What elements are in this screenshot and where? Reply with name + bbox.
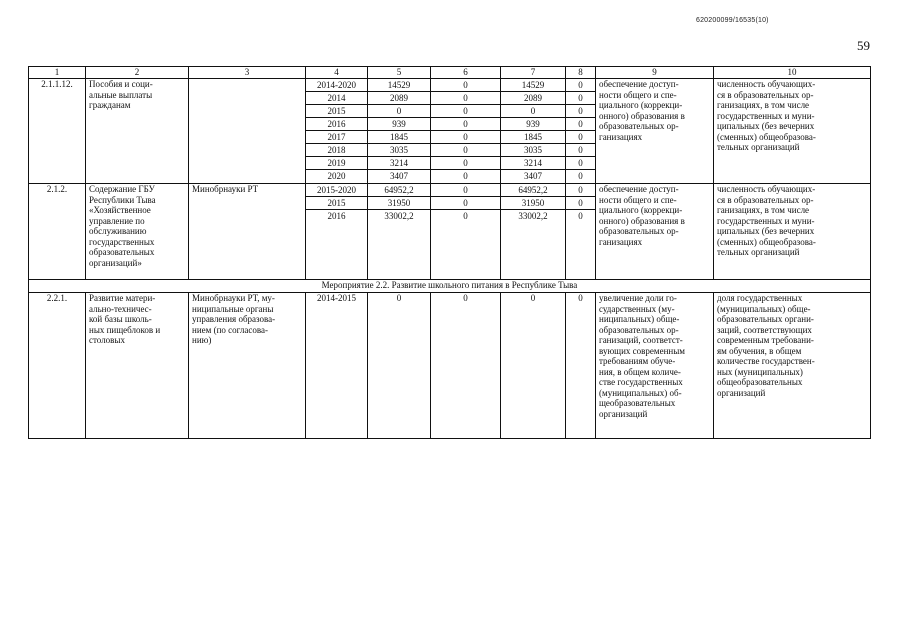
amount: 31950 bbox=[501, 197, 565, 210]
amount: 0 bbox=[431, 79, 500, 92]
col-number: 8 bbox=[566, 67, 596, 79]
item-number: 2.1.2. bbox=[29, 184, 86, 280]
measure-title: Мероприятие 2.2. Развитие школьного питания в Республике Тыва bbox=[29, 280, 871, 293]
amount: 0 bbox=[566, 92, 595, 105]
col-number: 7 bbox=[501, 67, 566, 79]
year: 2014-2020 bbox=[306, 79, 367, 92]
item-number: 2.1.1.12. bbox=[29, 79, 86, 184]
amount: 1845 bbox=[501, 131, 565, 144]
col5-cell bbox=[368, 79, 431, 184]
years-cell bbox=[306, 184, 368, 280]
expected-result: обеспечение доступ- ности общего и спе- циального (коррекци- онного) образования в образовательных ор- ганизациях bbox=[596, 79, 714, 184]
col-number: 2 bbox=[86, 67, 189, 79]
amount: 0 bbox=[463, 171, 468, 181]
amount: 0 bbox=[463, 211, 468, 221]
amount: 3035 bbox=[368, 144, 430, 157]
item-name: Развитие матери- ально-техничес- кой базы школь- ных пищеблоков и столовых bbox=[86, 293, 189, 439]
col6-cell bbox=[431, 79, 501, 184]
table-row bbox=[29, 293, 871, 439]
amount: 0 bbox=[566, 105, 595, 118]
target-indicator: численность обучающих- ся в образовательных ор- ганизациях, в том числе государственных и муни- ципальных (без вечерних (сменных) общеобразова- тельных организаций bbox=[714, 184, 871, 280]
col5-cell bbox=[368, 184, 431, 280]
col7-cell bbox=[501, 184, 566, 280]
amount: 14529 bbox=[501, 79, 565, 92]
amount: 0 bbox=[431, 92, 500, 105]
item-number: 2.2.1. bbox=[29, 293, 86, 439]
item-executor: Минобрнауки РТ bbox=[189, 184, 306, 280]
document-id: 620200099/16535(10) bbox=[696, 17, 769, 24]
col-number: 1 bbox=[29, 67, 86, 79]
amount: 0 bbox=[566, 144, 595, 157]
amount: 0 bbox=[566, 197, 595, 210]
year: 2014 bbox=[306, 92, 367, 105]
amount: 33002,2 bbox=[384, 211, 414, 221]
amount: 31950 bbox=[368, 197, 430, 210]
amount: 0 bbox=[501, 105, 565, 118]
amount: 64952,2 bbox=[501, 184, 565, 197]
target-indicator: доля государственных (муниципальных) обще- образовательных органи- заций, соответствующих современным требовани- ям обучения, в общем количестве государствен- ных (муниципальных) общеобразовательных организаций bbox=[714, 293, 871, 439]
amount: 33002,2 bbox=[518, 211, 548, 221]
amount: 0 bbox=[368, 293, 431, 439]
amount: 0 bbox=[566, 293, 596, 439]
amount: 2089 bbox=[368, 92, 430, 105]
table-row bbox=[29, 184, 871, 280]
amount: 0 bbox=[368, 105, 430, 118]
year: 2014-2015 bbox=[306, 293, 368, 439]
year: 2016 bbox=[306, 118, 367, 131]
column-number-row bbox=[29, 67, 871, 79]
col-number: 10 bbox=[714, 67, 871, 79]
years-cell bbox=[306, 79, 368, 184]
amount: 0 bbox=[501, 293, 566, 439]
item-name: Пособия и соци- альные выплаты гражданам bbox=[86, 79, 189, 184]
expected-result: увеличение доли го- сударственных (му- ниципальных) обще- образовательных ор- ганизаций, соответст- вующих современным требованиям обуче- ния, в общем количе- стве государственных (муниципальных) об- щеобразовательных организаций bbox=[596, 293, 714, 439]
amount: 64952,2 bbox=[368, 184, 430, 197]
amount: 0 bbox=[431, 144, 500, 157]
col-number: 4 bbox=[306, 67, 368, 79]
amount: 0 bbox=[566, 157, 595, 170]
amount: 0 bbox=[431, 197, 500, 210]
year: 2015-2020 bbox=[306, 184, 367, 197]
col-number: 5 bbox=[368, 67, 431, 79]
col-number: 3 bbox=[189, 67, 306, 79]
amount: 0 bbox=[566, 118, 595, 131]
year: 2015 bbox=[306, 197, 367, 210]
year: 2017 bbox=[306, 131, 367, 144]
year: 2015 bbox=[306, 105, 367, 118]
amount: 3407 bbox=[390, 171, 408, 181]
amount: 0 bbox=[431, 131, 500, 144]
amount: 3407 bbox=[524, 171, 542, 181]
amount: 0 bbox=[431, 184, 500, 197]
amount: 1845 bbox=[368, 131, 430, 144]
item-executor bbox=[189, 79, 306, 184]
amount: 939 bbox=[368, 118, 430, 131]
amount: 0 bbox=[566, 131, 595, 144]
measure-heading-row bbox=[29, 280, 871, 293]
amount: 939 bbox=[501, 118, 565, 131]
col-number: 6 bbox=[431, 67, 501, 79]
amount: 0 bbox=[431, 105, 500, 118]
col-number: 9 bbox=[596, 67, 714, 79]
amount: 0 bbox=[566, 184, 595, 197]
item-executor: Минобрнауки РТ, му- ниципальные органы управления образова- нием (по согласова- нию) bbox=[189, 293, 306, 439]
year: 2019 bbox=[306, 157, 367, 170]
item-name: Содержание ГБУ Республики Тыва «Хозяйственное управление по обслуживанию государственных образовательных организаций» bbox=[86, 184, 189, 280]
amount: 0 bbox=[578, 211, 583, 221]
amount: 3035 bbox=[501, 144, 565, 157]
amount: 2089 bbox=[501, 92, 565, 105]
col8-cell bbox=[566, 79, 596, 184]
table-row bbox=[29, 79, 871, 184]
year: 2016 bbox=[327, 211, 346, 221]
col6-cell bbox=[431, 184, 501, 280]
amount: 0 bbox=[566, 79, 595, 92]
page-number: 59 bbox=[857, 38, 870, 53]
expected-result: обеспечение доступ- ности общего и спе- циального (коррекци- онного) образования в образовательных ор- ганизациях bbox=[596, 184, 714, 280]
amount: 3214 bbox=[501, 157, 565, 170]
amount: 0 bbox=[431, 118, 500, 131]
col8-cell bbox=[566, 184, 596, 280]
program-table bbox=[28, 66, 871, 439]
target-indicator: численность обучающих- ся в образовательных ор- ганизациях, в том числе государственных и муни- ципальных (без вечерних (сменных) общеобразова- тельных организаций bbox=[714, 79, 871, 184]
year: 2020 bbox=[327, 171, 346, 181]
col7-cell bbox=[501, 79, 566, 184]
amount: 3214 bbox=[368, 157, 430, 170]
amount: 0 bbox=[578, 171, 583, 181]
year: 2018 bbox=[306, 144, 367, 157]
amount: 0 bbox=[431, 157, 500, 170]
amount: 14529 bbox=[368, 79, 430, 92]
amount: 0 bbox=[431, 293, 501, 439]
